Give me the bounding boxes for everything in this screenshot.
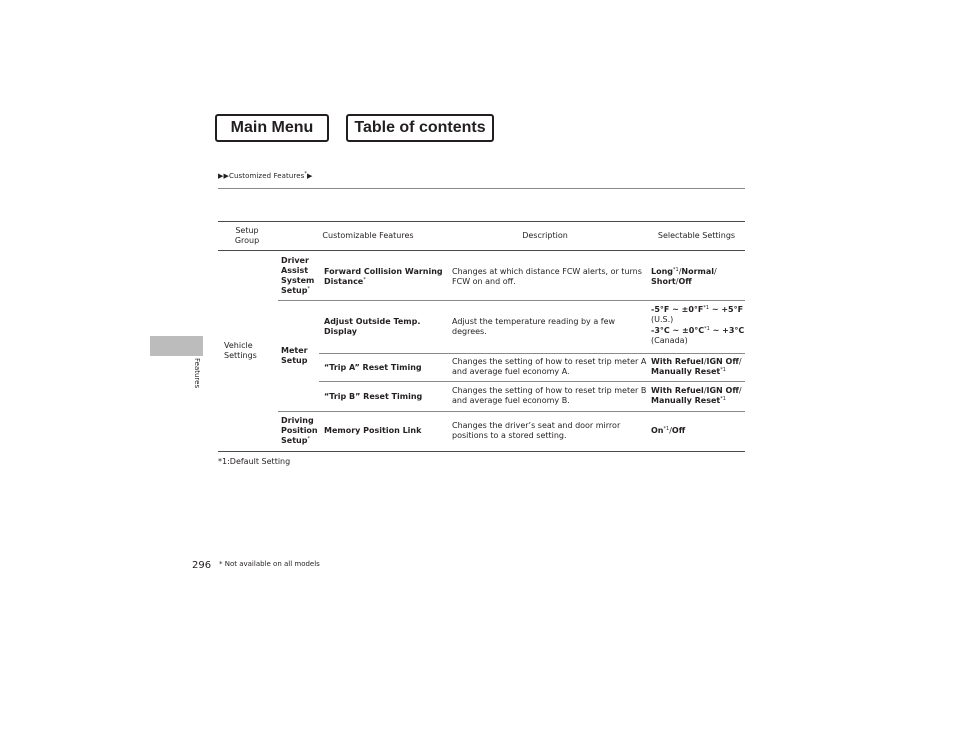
settings-trip-b-reset-timing: With Refuel/IGN Off/ Manually Reset$^{*1}$ (651, 386, 742, 405)
breadcrumb-arrows-icon: ▶▶ (218, 172, 229, 180)
header-customizable-features: Customizable Features (322, 231, 414, 240)
row-rule (319, 381, 745, 382)
subgroup-driving-position: Driving Position Setup* (281, 416, 318, 445)
settings-adjust-outside-temp: -5°F ~ $\pm 0^\circ F^{*1}$ ~ +5°F (U.S.) -3°C ~ $\pm 0^\circ C^{*1}$ ~ +3°C (Canada) (651, 305, 745, 345)
feature-fcw: Forward Collision Warning Distance* (324, 267, 443, 286)
table-header-rule (218, 250, 745, 251)
features-side-tab (150, 336, 203, 356)
feature-adjust-outside-temp: Adjust Outside Temp. Display (324, 317, 421, 336)
availability-footnote: * Not available on all models (219, 560, 320, 568)
table-of-contents-button[interactable]: Table of contents (346, 114, 494, 142)
group-vehicle-settings: Vehicle Settings (224, 341, 257, 360)
feature-trip-a-reset-timing: “Trip A” Reset Timing (324, 363, 422, 372)
header-setup-group: Setup Group (234, 226, 260, 245)
description-memory-position-link: Changes the driver’s seat and door mirror positions to a stored setting. (452, 421, 621, 440)
subgroup-driver-assist: Driver Assist System Setup* (281, 256, 315, 295)
row-rule (278, 411, 745, 412)
page-number: 296 (192, 560, 212, 571)
main-menu-button[interactable]: Main Menu (215, 114, 329, 142)
settings-fcw: Long$^{*1}$/Normal/ Short/Off (651, 267, 717, 286)
row-rule (278, 300, 745, 301)
header-selectable-settings: Selectable Settings (657, 231, 736, 240)
feature-memory-position-link: Memory Position Link (324, 426, 422, 435)
table-top-rule (218, 221, 745, 222)
breadcrumb-star: * (304, 171, 307, 177)
subgroup-meter: Meter Setup (281, 346, 308, 365)
description-trip-b-reset-timing: Changes the setting of how to reset trip meter B and average fuel economy B. (452, 386, 647, 405)
description-adjust-outside-temp: Adjust the temperature reading by a few degrees. (452, 317, 616, 336)
header-description: Description (522, 231, 568, 240)
settings-memory-position-link: On$^{*1}$/Off (651, 426, 686, 435)
description-trip-a-reset-timing: Changes the setting of how to reset trip meter A and average fuel economy A. (452, 357, 647, 376)
breadcrumb-title[interactable]: Customized Features (228, 172, 305, 180)
table-bottom-rule (218, 451, 745, 452)
breadcrumb (218, 172, 312, 180)
feature-trip-b-reset-timing: “Trip B” Reset Timing (324, 392, 423, 401)
settings-trip-a-reset-timing: With Refuel/IGN Off/ Manually Reset$^{*1}$ (651, 357, 742, 376)
breadcrumb-end-arrow-icon: ▶ (307, 172, 313, 180)
features-side-label: Features (193, 358, 201, 389)
header-divider (218, 188, 745, 189)
default-setting-note: *1:Default Setting (218, 457, 291, 466)
description-fcw: Changes at which distance FCW alerts, or turns FCW on and off. (452, 267, 642, 286)
row-rule (319, 353, 745, 354)
